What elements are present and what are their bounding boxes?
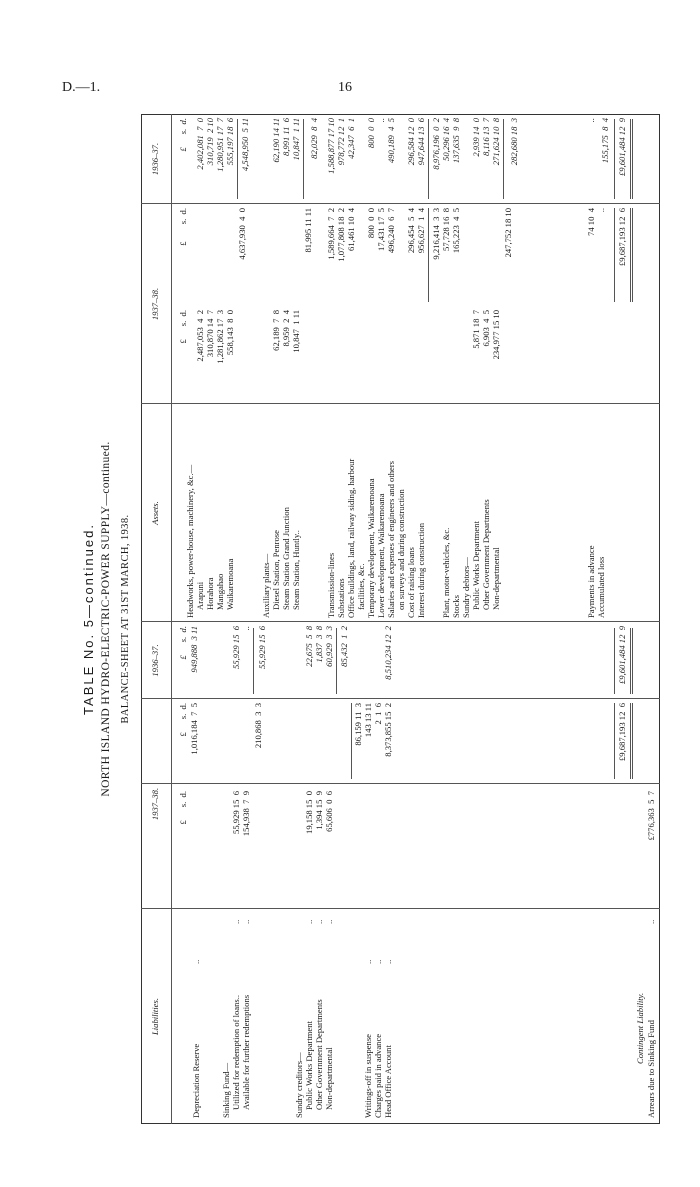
horahora-label: Horahora (205, 577, 215, 610)
sum-rule (503, 119, 504, 199)
mangahao-1937-38: 1,281,862 17 3 (215, 310, 225, 364)
salaries-1937-38: 496,240 6 7 (386, 208, 396, 254)
leader-dots: .. (191, 959, 201, 964)
office-buildings-label: Office buildings, land, railway siding, harbour (346, 458, 356, 618)
plant-1936-37: 50,296 16 4 (441, 118, 451, 161)
available-1936-37: .. (241, 626, 251, 631)
total-rule (614, 208, 615, 302)
salaries-label-cont: on surveys and during construction (396, 489, 406, 610)
salaries-1936-37: 490,189 4 5 (386, 118, 396, 164)
available-1937-38: 154,938 7 9 (241, 791, 251, 837)
payments-advance-label: Payments in advance (586, 545, 596, 618)
col-rule (141, 203, 660, 204)
horahora-1937-38: 310,870 14 7 (205, 310, 215, 358)
creditors-total-1936-37: 85,432 1 2 (339, 626, 349, 667)
debtors-ogd-1936-37: 8,116 13 7 (481, 118, 491, 157)
sum-rule (336, 628, 337, 694)
leader-dots: .. (324, 919, 334, 924)
total-rule (614, 628, 615, 694)
debtors-pwd-1937-38: 5,871 18 7 (471, 310, 481, 349)
transmission-1936-37: 1,588,877 17 10 (326, 118, 336, 174)
lower-dev-1937-38: 17,431 17 5 (376, 208, 386, 251)
interest-1936-37: 947,644 13 6 (416, 118, 426, 166)
sundry-creditors-label: Sundry creditors— (294, 1052, 304, 1118)
grand-junction-1937-38: 8,959 2 4 (281, 310, 291, 347)
balance-sheet-date: BALANCE-SHEET AT 31ST MARCH, 1938. (120, 514, 131, 724)
horahora-1936-37: 310,719 2 10 (205, 118, 215, 166)
table-frame (141, 114, 660, 1124)
fixed-assets-total-1937-38: 9,216,414 3 3 (431, 208, 441, 260)
charges-paid-1937-38: 2 1 6 (373, 703, 383, 725)
office-buildings-1936-37: 42,347 6 1 (346, 118, 356, 159)
liabilities-total-1937-38: £9,687,193 12 6 (617, 703, 627, 762)
table-subtitle: NORTH ISLAND HYDRO-ELECTRIC-POWER SUPPLY—continued. (100, 441, 112, 797)
writings-off-label: Writings-off in suspense (363, 1034, 373, 1118)
depreciation-reserve-label: Depreciation Reserve (191, 1043, 201, 1118)
auxiliary-label: Auxiliary plants— (261, 553, 271, 618)
leader-dots: .. (363, 959, 373, 964)
grand-junction-label: Steam Station Grand Junction (281, 507, 291, 610)
contingent-liability-heading: Contingent Liability. (635, 992, 645, 1064)
payments-advance-1936-37: .. (586, 118, 596, 123)
substations-1937-38: 1,077,808 18 2 (336, 208, 346, 262)
head-office-1937-38: 8,373,855 15 2 (383, 703, 393, 757)
nondep-label: Non-departmental (324, 1047, 334, 1110)
leader-dots: .. (241, 919, 251, 924)
interest-1937-38: 956,627 1 4 (416, 208, 426, 254)
debtors-pwd-1936-37: 2,939 14 0 (471, 118, 481, 157)
sundry-debtors-label: Sundry debtors— (461, 557, 471, 618)
sinking-fund-label: Sinking Fund— (221, 1062, 231, 1118)
money-heading: £ s. d. (178, 310, 188, 344)
salaries-label: Salaries and expenses of engineers and others (386, 460, 396, 618)
available-label: Available for further redemptions (241, 994, 251, 1110)
payments-advance-1937-38: 74 10 4 (586, 208, 596, 236)
waikaremoana-label: Waikaremoana (225, 558, 235, 610)
sum-rule (303, 119, 304, 199)
headworks-total-1937-38: 4,637,930 4 0 (237, 208, 247, 260)
assets-total-1936-37: £9,601,484 12 9 (617, 118, 627, 177)
office-buildings-1937-38: 61,461 10 4 (346, 208, 356, 251)
total-double-rule (632, 119, 633, 199)
money-heading: £ s. d. (178, 118, 188, 152)
cost-loans-1937-38: 296,454 5 4 (406, 208, 416, 254)
sum-rule (253, 628, 254, 694)
lower-dev-1936-37: .. (376, 118, 386, 123)
sum-rule (351, 703, 352, 779)
arrears-label: Arrears due to Sinking Fund (646, 1020, 656, 1118)
waikaremoana-1936-37: 555,197 18 6 (225, 118, 235, 166)
debtors-pwd-label: Public Works Department (471, 521, 481, 610)
office-buildings-label-cont: facilities, &c. (356, 563, 366, 610)
ogd-label: Other Government Departments (314, 999, 324, 1110)
huntly-1936-37: 10,847 1 11 (291, 118, 301, 161)
leader-dots: .. (231, 919, 241, 924)
pwd-label: Public Works Department (304, 1021, 314, 1110)
accumulated-loss-1937-38: .. (596, 208, 606, 213)
waikaremoana-1937-38: 558,143 8 0 (225, 310, 235, 356)
stocks-1936-37: 137,635 9 8 (451, 118, 461, 164)
assets-1936-37-header: 1936–37. (150, 142, 160, 176)
auxiliary-total-1937-38: 81,995 11 11 (303, 208, 313, 253)
transmission-label: Transmission-lines (326, 552, 336, 618)
assets-total-1937-38: £9,687,193 12 6 (617, 208, 627, 267)
document-code: D.—1. (62, 80, 101, 95)
plant-label: Plant, motor-vehicles, &c. (441, 527, 451, 618)
huntly-label: Steam Station, Huntly.. (291, 530, 301, 610)
cost-loans-1936-37: 296,584 12 0 (406, 118, 416, 166)
diesel-1937-38: 62,189 7 8 (271, 310, 281, 351)
sum-rule (237, 119, 238, 199)
accumulated-loss-1936-37: 155,175 8 4 (600, 118, 610, 164)
liabilities-1937-38-header: 1937–38. (150, 787, 160, 821)
liabilities-1936-37-header: 1936–37. (150, 644, 160, 677)
auxiliary-total-1936-37: 82,029 8 4 (309, 118, 319, 159)
arapuni-label: Arapuni (195, 581, 205, 610)
diesel-label: Diesel Station, Penrose (271, 530, 281, 610)
arrears-1937-38: £776,363 5 7 (646, 791, 656, 841)
creditors-total-1937-38: 86,159 11 3 (353, 703, 363, 746)
sum-rule (428, 208, 429, 302)
leader-dots: .. (373, 959, 383, 964)
money-heading: £ s. d. (178, 791, 188, 825)
temp-dev-1937-38: 800 0 0 (366, 208, 376, 239)
liabilities-header: Liabilities. (150, 998, 160, 1036)
debtors-nondep-1936-37: 271,624 10 8 (491, 118, 501, 166)
debtors-nondep-label: Non-departmental (491, 547, 501, 610)
utilized-1937-38: 55,929 15 6 (231, 791, 241, 834)
debtors-ogd-label: Other Government Departments (481, 499, 491, 610)
substations-label: Substations (336, 578, 346, 618)
assets-header: Assets. (150, 501, 160, 525)
debtors-total-1936-37: 282,680 18 3 (509, 118, 519, 166)
substations-1936-37: 978,772 12 1 (336, 118, 346, 166)
cost-loans-label: Cost of raising loans (406, 547, 416, 618)
balance-sheet-table (141, 114, 660, 1124)
interest-label: Interest during construction (416, 523, 426, 618)
fixed-assets-total-1936-37: 8,976,196 0 2 (431, 118, 441, 170)
money-heading: £ s. d. (178, 208, 188, 246)
arapuni-1937-38: 2,487,053 4 2 (195, 310, 205, 362)
sum-rule (428, 119, 429, 199)
leader-dots: .. (383, 959, 393, 964)
debtors-total-1937-38: 247,752 18 10 (503, 208, 513, 258)
diesel-1936-37: 62,190 14 11 (271, 118, 281, 163)
total-double-rule (632, 208, 633, 302)
pwd-1937-38: 19,158 15 0 (304, 791, 314, 834)
utilized-label: Utilized for redemption of loans.. (231, 994, 241, 1110)
headworks-label: Headworks, power-house, machinery, &c.— (185, 464, 195, 618)
sinking-fund-total-1936-37: 55,929 15 6 (257, 626, 267, 669)
stocks-1937-38: 165,223 4 5 (451, 208, 461, 254)
temp-dev-label: Temporary development, Waikaremoana (366, 478, 376, 618)
writings-off-1937-38: 143 13 11 (363, 703, 373, 738)
sinking-fund-total-1937-38: 210,868 3 3 (253, 703, 263, 749)
utilized-1936-37: 55,929 15 6 (231, 626, 241, 669)
debtors-ogd-1937-38: 6,903 4 5 (481, 310, 491, 347)
total-double-rule (630, 119, 631, 199)
leader-dots: .. (314, 919, 324, 924)
col-rule (141, 698, 660, 699)
assets-1937-38-header: 1937–38. (150, 287, 160, 321)
total-double-rule (630, 208, 631, 302)
col-rule (141, 403, 660, 404)
pwd-1936-37: 22,675 5 8 (304, 626, 314, 667)
col-rule (141, 783, 660, 784)
rotated-balance-sheet (75, 114, 665, 1124)
col-rule (141, 908, 660, 909)
transmission-1937-38: 1,589,664 7 2 (326, 208, 336, 260)
total-double-rule (632, 628, 633, 694)
money-heading: £ s. d. (178, 703, 188, 737)
grand-junction-1936-37: 8,991 11 6 (281, 118, 291, 157)
total-double-rule (630, 628, 631, 694)
mangahao-1936-37: 1,280,951 17 7 (215, 118, 225, 172)
ogd-1936-37: 1,837 3 8 (314, 626, 324, 663)
depreciation-reserve-1937-38: 1,016,184 7 5 (189, 703, 199, 755)
liabilities-total-1936-37: £9,601,484 12 9 (617, 626, 627, 685)
debtors-nondep-1937-38: 234,977 15 10 (491, 310, 501, 360)
mangahao-label: Mangahao (215, 573, 225, 610)
huntly-1937-38: 10,847 1 11 (291, 310, 301, 353)
total-rule (614, 703, 615, 779)
arapuni-1936-37: 2,402,081 7 0 (195, 118, 205, 170)
total-double-rule (632, 703, 633, 779)
table-title: TABLE No. 5—continued. (81, 523, 96, 715)
head-office-1936-37: 8,510,234 12 2 (383, 626, 393, 680)
ogd-1937-38: 1,394 15 9 (314, 791, 324, 830)
accumulated-loss-label: Accumulated loss (596, 556, 606, 618)
col-rule (141, 621, 660, 622)
leader-dots: .. (646, 919, 656, 924)
depreciation-reserve-1936-37: 949,888 3 11 (189, 626, 199, 673)
plant-1937-38: 57,728 16 8 (441, 208, 451, 251)
temp-dev-1936-37: 800 0 0 (366, 118, 376, 149)
stocks-label: Stocks (451, 595, 461, 618)
nondep-1936-37: 60,929 3 3 (324, 626, 334, 667)
total-double-rule (630, 703, 631, 779)
total-rule (614, 119, 615, 199)
page-number: 16 (338, 80, 352, 95)
headworks-total-1936-37: 4,548,950 5 11 (240, 118, 250, 172)
money-heading: £ s. d. (178, 626, 188, 660)
leader-dots: .. (304, 919, 314, 924)
charges-paid-label: Charges paid in advance (373, 1033, 383, 1118)
nondep-1937-38: 65,606 0 6 (324, 791, 334, 832)
lower-dev-label: Lower development, Waikaremoana (376, 493, 386, 618)
header-rule (171, 114, 172, 1124)
head-office-label: Head Office Account (383, 1045, 393, 1118)
